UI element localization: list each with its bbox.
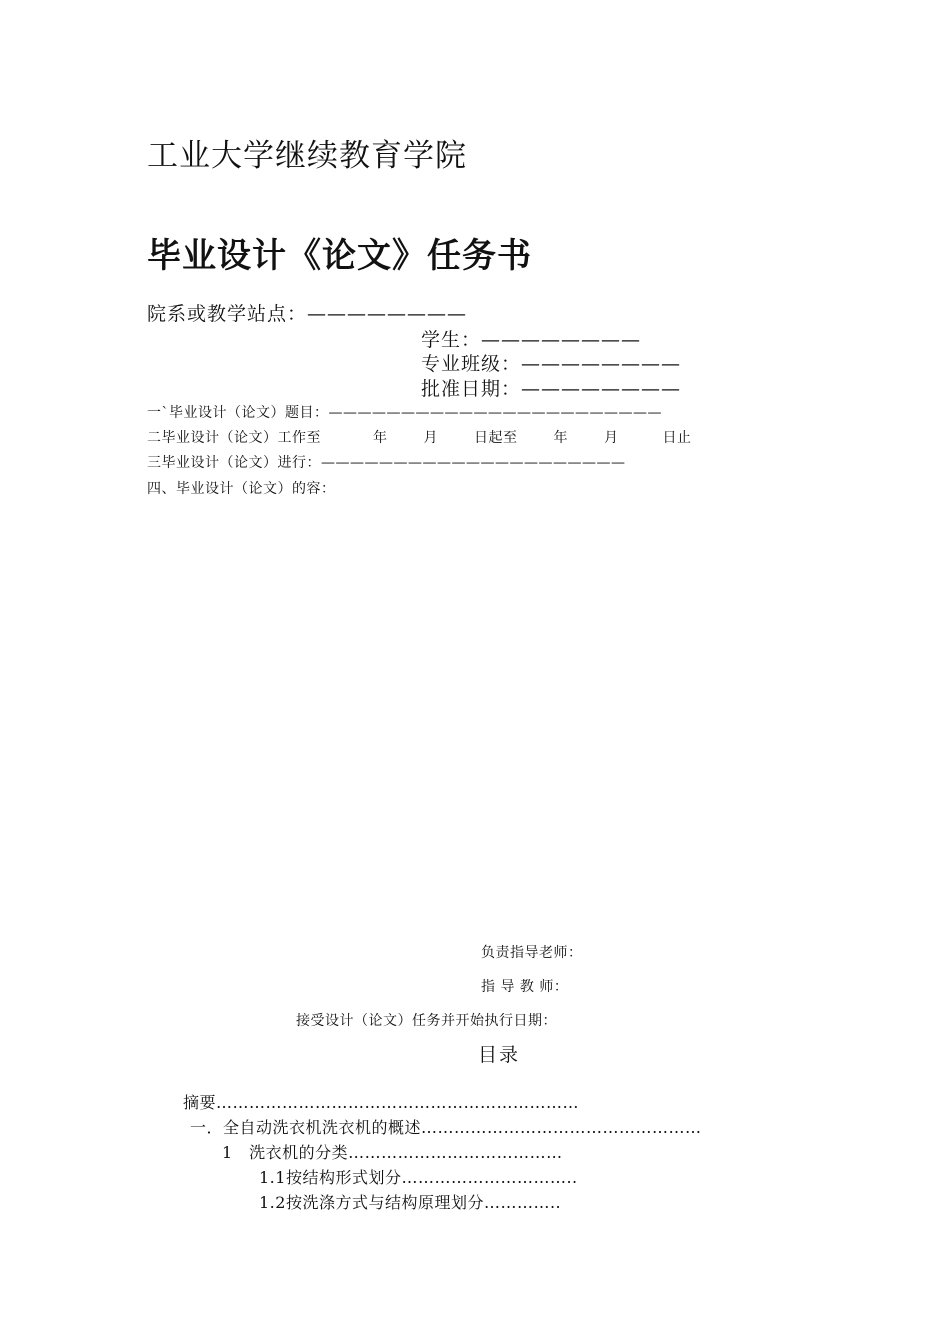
toc-entry-section-1-1: 1.1按结构形式划分………………………….. [259, 1168, 578, 1187]
student-field: 学生：———————— [421, 329, 642, 351]
month-end: 月 [604, 430, 619, 446]
teacher-signature: 指 导 教 师： [481, 979, 569, 995]
major-class-field: 专业班级：———————— [421, 353, 682, 375]
year-end: 年 [553, 430, 568, 446]
toc-entry-chapter-1: 一．全自动洗衣机洗衣机的概述…………………………………………… [190, 1118, 702, 1137]
school-name: 工业大学继续教育学院 [147, 138, 467, 174]
document-title: 毕业设计《论文》任务书 [147, 236, 532, 276]
toc-entry-section-1-2: 1.2按洗涤方式与结构原理划分………….. [259, 1193, 562, 1212]
accept-date: 接受设计（论文）任务并开始执行日期： [296, 1013, 557, 1029]
item-4-content: 四、毕业设计（论文）的容： [147, 481, 336, 497]
item-2-work-period [147, 427, 692, 447]
work-period-prefix: 二毕业设计（论文）工作至 [147, 430, 321, 446]
toc-entry-abstract: 摘要………………………………………………………… [183, 1093, 580, 1112]
day-start: 日起至 [474, 430, 518, 446]
month-start: 月 [423, 430, 438, 446]
approval-date-field: 批准日期：———————— [421, 378, 682, 400]
department-field: 院系或教学站点：———————— [147, 303, 468, 325]
toc-entry-section-1: 1 洗衣机的分类………………………………… [222, 1143, 563, 1162]
item-1-thesis-title: 一`毕业设计（论文）题目：——————————————————————— [147, 405, 662, 421]
advisor-signature: 负责指导老师： [481, 945, 583, 961]
year-start: 年 [373, 430, 388, 446]
day-end: 日止 [662, 430, 692, 446]
toc-heading: 目录 [478, 1044, 521, 1066]
item-3-progress: 三毕业设计（论文）进行：————————————————————— [147, 455, 626, 471]
